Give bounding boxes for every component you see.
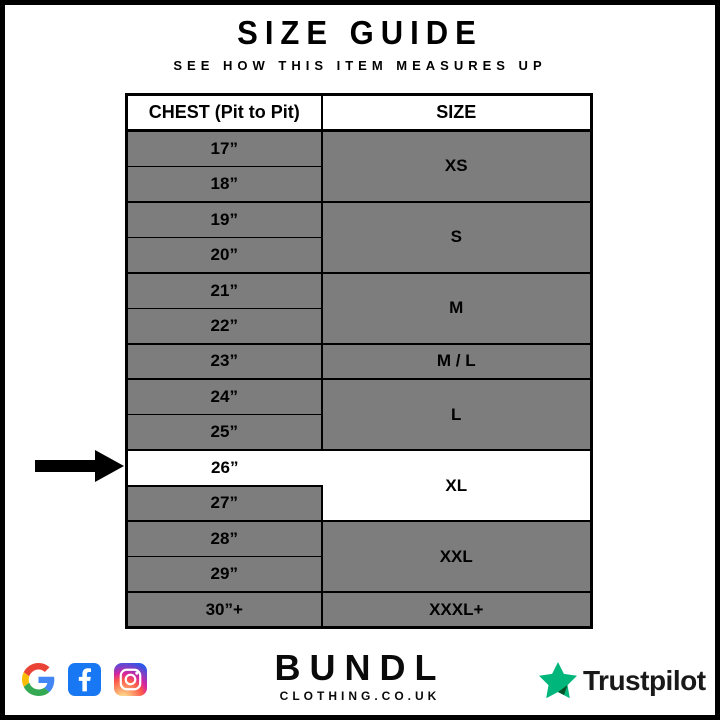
chest-cell-25: 25” <box>127 415 322 451</box>
col-header-size: SIZE <box>322 95 592 131</box>
trustpilot-label: Trustpilot <box>583 665 706 696</box>
chest-cell-29: 29” <box>127 557 322 593</box>
table-row <box>127 131 592 167</box>
size-cell-xl-highlighted: XL <box>322 450 592 521</box>
table-row <box>127 202 592 238</box>
chest-cell-21: 21” <box>127 273 322 309</box>
col-header-chest: CHEST (Pit to Pit) <box>127 95 322 131</box>
table-row <box>127 592 592 628</box>
table-row <box>127 379 592 415</box>
size-cell-s: S <box>322 202 592 273</box>
size-cell-l: L <box>322 379 592 450</box>
size-cell-m: M <box>322 273 592 344</box>
size-cell-xs: XS <box>322 131 592 202</box>
page-title: SIZE GUIDE <box>237 13 483 52</box>
table-row <box>127 521 592 557</box>
chest-cell-19: 19” <box>127 202 322 238</box>
trustpilot-logo <box>538 661 706 701</box>
chest-cell-26-highlighted: 26” <box>127 450 322 486</box>
chest-cell-23: 23” <box>127 344 322 380</box>
row-pointer-arrow-icon <box>35 449 125 483</box>
chest-cell-24: 24” <box>127 379 322 415</box>
chest-cell-30plus: 30”+ <box>127 592 322 628</box>
size-cell-xxxlplus: XXXL+ <box>322 592 592 628</box>
table-row <box>127 273 592 309</box>
table-row-highlighted <box>127 450 592 486</box>
page-subtitle: SEE HOW THIS ITEM MEASURES UP <box>173 58 547 73</box>
chest-cell-27: 27” <box>127 486 322 522</box>
chest-cell-28: 28” <box>127 521 322 557</box>
chest-cell-18: 18” <box>127 166 322 202</box>
table-row <box>127 344 592 380</box>
size-table <box>125 93 593 629</box>
trustpilot-star-icon <box>538 661 578 701</box>
table-header-row <box>127 95 592 131</box>
size-cell-xxl: XXL <box>322 521 592 592</box>
chest-cell-20: 20” <box>127 237 322 273</box>
chest-cell-22: 22” <box>127 308 322 344</box>
brand-tagline: CLOTHING.CO.UK <box>279 689 441 703</box>
size-cell-m-l: M / L <box>322 344 592 380</box>
brand-name: BUNDL <box>274 647 446 688</box>
chest-cell-17: 17” <box>127 131 322 167</box>
